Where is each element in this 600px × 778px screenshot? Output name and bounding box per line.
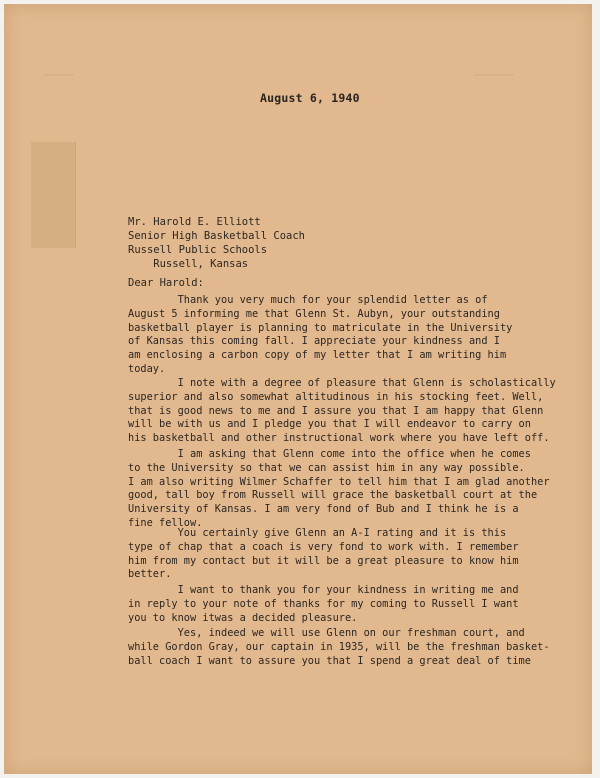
paragraph-2 <box>128 377 556 446</box>
faint-mark <box>44 74 74 76</box>
address-line: Mr. Harold E. Elliott <box>128 216 261 228</box>
tape-mark <box>31 142 76 248</box>
text-line: his basketball and other instructional work where you have left off. <box>128 432 550 445</box>
text-line: superior and also somewhat altitudinous in his stocking feet. Well, <box>128 390 544 403</box>
text-line: I note with a degree of pleasure that Glenn is scholastically <box>128 377 556 389</box>
text-line: that is good news to me and I assure you that I am happy that Glenn <box>128 404 544 417</box>
text-line: good, tall boy from Russell will grace the basketball court at the <box>128 489 538 502</box>
text-line: basketball player is planning to matriculate in the University <box>128 321 513 334</box>
text-line: of Kansas this coming fall. I appreciate your kindness and I <box>128 335 500 348</box>
text-line: ball coach I want to assure you that I spend a great deal of time <box>128 654 531 667</box>
salutation: Dear Harold: <box>128 277 204 289</box>
paragraph-5 <box>128 584 519 625</box>
text-line: type of chap that a coach is very fond to work with. I remember <box>128 540 519 553</box>
text-line: Thank you very much for your splendid letter as of <box>128 294 488 306</box>
paragraph-1 <box>128 294 512 377</box>
recipient-address <box>128 215 305 271</box>
text-line: today. <box>128 362 166 375</box>
text-line: University of Kansas. I am very fond of Bub and I think he is a <box>128 503 519 516</box>
letter-date: August 6, 1940 <box>260 91 360 105</box>
paragraph-4 <box>128 527 519 582</box>
address-line: Senior High Basketball Coach <box>128 230 306 242</box>
paragraph-6 <box>128 627 550 668</box>
text-line: will be with us and I pledge you that I will endeavor to carry on <box>128 418 531 431</box>
text-line: am enclosing a carbon copy of my letter that I am writing him <box>128 349 507 362</box>
text-line: to the University so that we can assist him in any way possible. <box>128 461 525 474</box>
text-line: You certainly give Glenn an A-I rating and it is this <box>128 527 507 539</box>
faint-mark <box>474 74 514 76</box>
text-line: I am also writing Wilmer Schaffer to tell him that I am glad another <box>128 475 550 488</box>
text-line: you to know itwas a decided pleasure. <box>128 611 358 624</box>
text-line: better. <box>128 568 172 581</box>
text-line: I am asking that Glenn come into the office when he comes <box>128 448 531 460</box>
text-line: August 5 informing me that Glenn St. Aubyn, your outstanding <box>128 307 500 320</box>
paragraph-3 <box>128 448 550 531</box>
address-line: Russell, Kansas <box>128 258 249 270</box>
address-line: Russell Public Schools <box>128 244 268 256</box>
text-line: I want to thank you for your kindness in writing me and <box>128 584 519 596</box>
text-line: him from my contact but it will be a great pleasure to know him <box>128 554 519 567</box>
text-line: Yes, indeed we will use Glenn on our freshman court, and <box>128 627 525 639</box>
text-line: while Gordon Gray, our captain in 1935, will be the freshman basket- <box>128 640 550 653</box>
text-line: in reply to your note of thanks for my coming to Russell I want <box>128 597 519 610</box>
text-line: fine fellow. <box>128 516 203 529</box>
